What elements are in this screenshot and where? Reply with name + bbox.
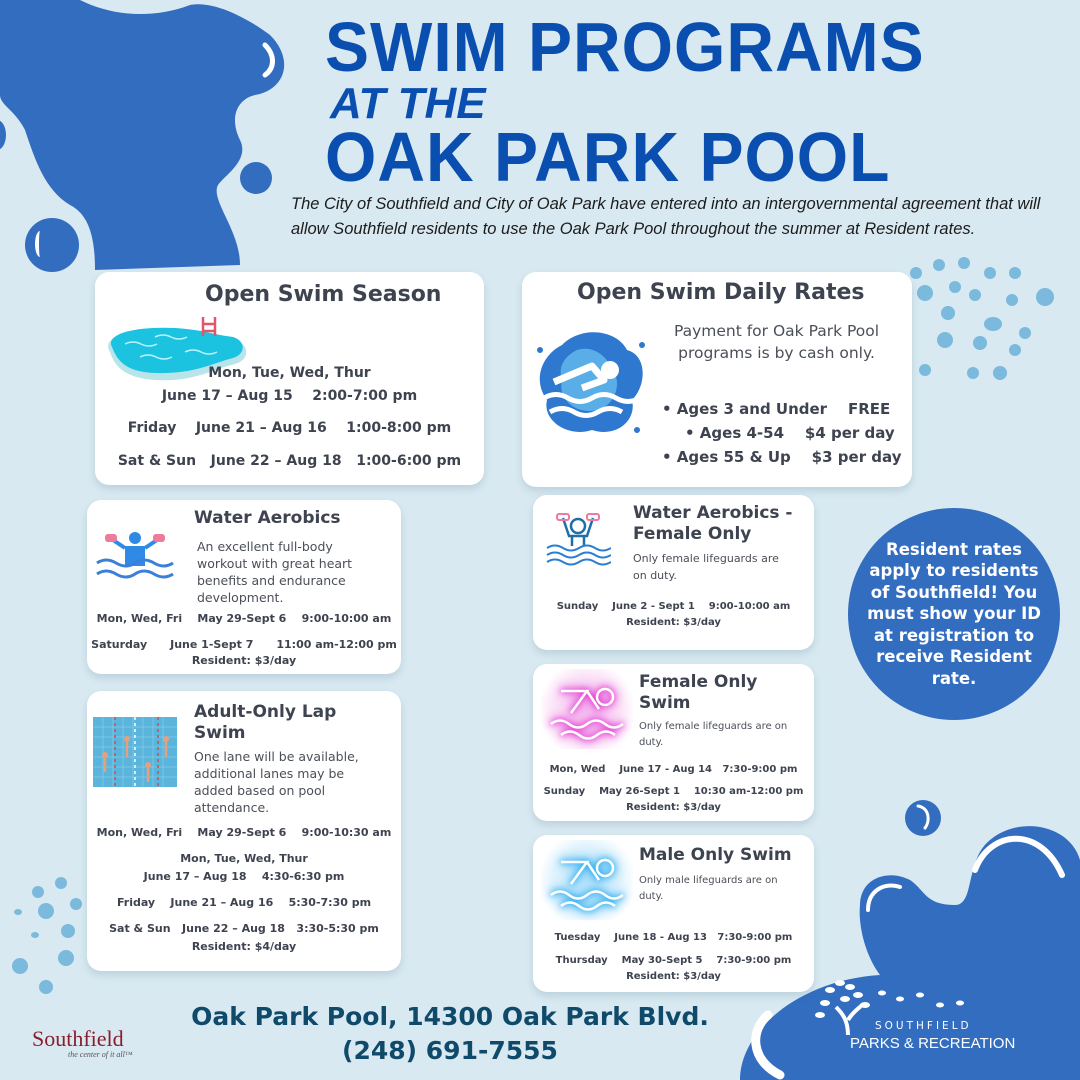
female-only-swim-card — [533, 664, 814, 821]
southfield-logo — [32, 1028, 157, 1059]
card-title: Female Only Swim — [639, 672, 758, 713]
card-description: Only female lifeguards are on duty. — [633, 552, 779, 582]
card-title: Adult-Only Lap Swim — [194, 702, 337, 743]
rate-item: • Ages 3 and Under FREE — [662, 400, 891, 418]
schedule-line: Sat & Sun June 22 – Aug 18 1:00-6:00 pm — [117, 453, 462, 469]
adult-lap-swim-card — [87, 691, 401, 971]
rate-line: Resident: $4/day — [191, 940, 297, 953]
water-aerobics-card — [87, 500, 401, 674]
schedule-line: Mon, Tue, Wed, Thur — [208, 365, 371, 381]
schedule-line: June 17 – Aug 18 4:30-6:30 pm — [143, 870, 345, 883]
card-description: Only male lifeguards are on duty. — [639, 875, 778, 902]
southfield-logo-name: Southfield — [32, 1026, 124, 1051]
resident-notice-text: Resident rates apply to residents of Southfield! You must show your ID at registration to receive Resident rate. — [867, 539, 1041, 688]
card-description: One lane will be available, additional lanes may be added based on pool attendance. — [194, 749, 359, 815]
intro-paragraph: The City of Southfield and City of Oak Park have entered into an intergovernmental agreement that will allow Southfield residents to use the Oak Park Pool throughout the summer at Resident rates. — [291, 195, 1041, 238]
resident-notice-badge — [848, 508, 1060, 720]
rate-line: Resident: $3/day — [626, 971, 721, 982]
daily-rates-card — [522, 272, 912, 487]
card-title: Water Aerobics - Female Only — [633, 503, 793, 544]
water-aerobics-icon — [95, 528, 175, 587]
schedule-line: Tuesday June 18 - Aug 13 7:30-9:00 pm — [554, 932, 793, 943]
parks-logo-bottom-text: PARKS & RECREATION — [850, 1035, 1016, 1052]
schedule-line: Sunday May 26-Sept 1 10:30 am-12:00 pm — [543, 786, 804, 797]
schedule-line: Sunday June 2 - Sept 1 9:00-10:00 am — [556, 601, 791, 612]
schedule-line: Mon, Wed, Fri May 29-Sept 6 9:00-10:00 am — [96, 612, 392, 625]
dot-cluster-decoration — [905, 255, 1080, 385]
page-subtitle: AT THE — [330, 79, 486, 128]
payment-note: Payment for Oak Park Pool programs is by cash only. — [673, 322, 880, 362]
card-title: Open Swim Season — [205, 282, 442, 307]
neon-blue-swimmer-icon — [541, 840, 633, 920]
rate-line: Resident: $3/day — [191, 654, 297, 667]
swimmer-splash-icon — [532, 320, 652, 449]
lap-swimmers-icon — [93, 717, 177, 787]
parks-recreation-logo — [800, 975, 1040, 1065]
page-title-location: OAK PARK POOL — [325, 118, 891, 196]
female-aerobics-icon — [545, 512, 611, 571]
southfield-logo-tagline: the center of it all™ — [68, 1050, 133, 1059]
phone-number: (248) 691-7555 — [342, 1036, 558, 1065]
rate-item: • Ages 55 & Up $3 per day — [662, 448, 902, 466]
schedule-line: Mon, Tue, Wed, Thur — [180, 852, 308, 865]
footer-contact — [160, 1000, 740, 1068]
bubble-decoration — [240, 162, 272, 194]
card-title: Open Swim Daily Rates — [577, 280, 865, 305]
schedule-line: Friday June 21 – Aug 16 5:30-7:30 pm — [116, 896, 372, 909]
schedule-line: June 17 – Aug 15 2:00-7:00 pm — [161, 388, 418, 404]
card-description: An excellent full-body workout with great heart benefits and endurance development. — [197, 539, 353, 605]
address: Oak Park Pool, 14300 Oak Park Blvd. — [191, 1002, 709, 1031]
dot-cluster-decoration — [10, 870, 90, 1000]
schedule-line: Friday June 21 – Aug 16 1:00-8:00 pm — [127, 420, 452, 436]
schedule-line: Saturday June 1-Sept 7 11:00 am-12:00 pm — [91, 638, 397, 651]
schedule-line: Sat & Sun June 22 – Aug 18 3:30-5:30 pm — [109, 922, 379, 935]
bubble-decoration — [25, 218, 79, 272]
neon-pink-swimmer-icon — [541, 669, 633, 749]
rate-line: Resident: $3/day — [626, 617, 721, 628]
parks-logo-top-text: SOUTHFIELD — [875, 1020, 972, 1032]
open-swim-season-card — [95, 272, 484, 485]
male-only-swim-card — [533, 835, 814, 992]
rate-line: Resident: $3/day — [626, 802, 721, 813]
schedule-line: Thursday May 30-Sept 5 7:30-9:00 pm — [555, 955, 792, 966]
water-aerobics-female-card — [533, 495, 814, 650]
card-description: Only female lifeguards are on duty. — [639, 721, 788, 748]
card-title: Water Aerobics — [194, 508, 341, 528]
rate-item: • Ages 4-54 $4 per day — [685, 424, 895, 442]
schedule-line: Mon, Wed June 17 - Aug 14 7:30-9:00 pm — [549, 764, 798, 775]
card-title: Male Only Swim — [639, 845, 792, 865]
page-title: SWIM PROGRAMS — [325, 8, 925, 86]
schedule-line: Mon, Wed, Fri May 29-Sept 6 9:00-10:30 am — [96, 826, 392, 839]
